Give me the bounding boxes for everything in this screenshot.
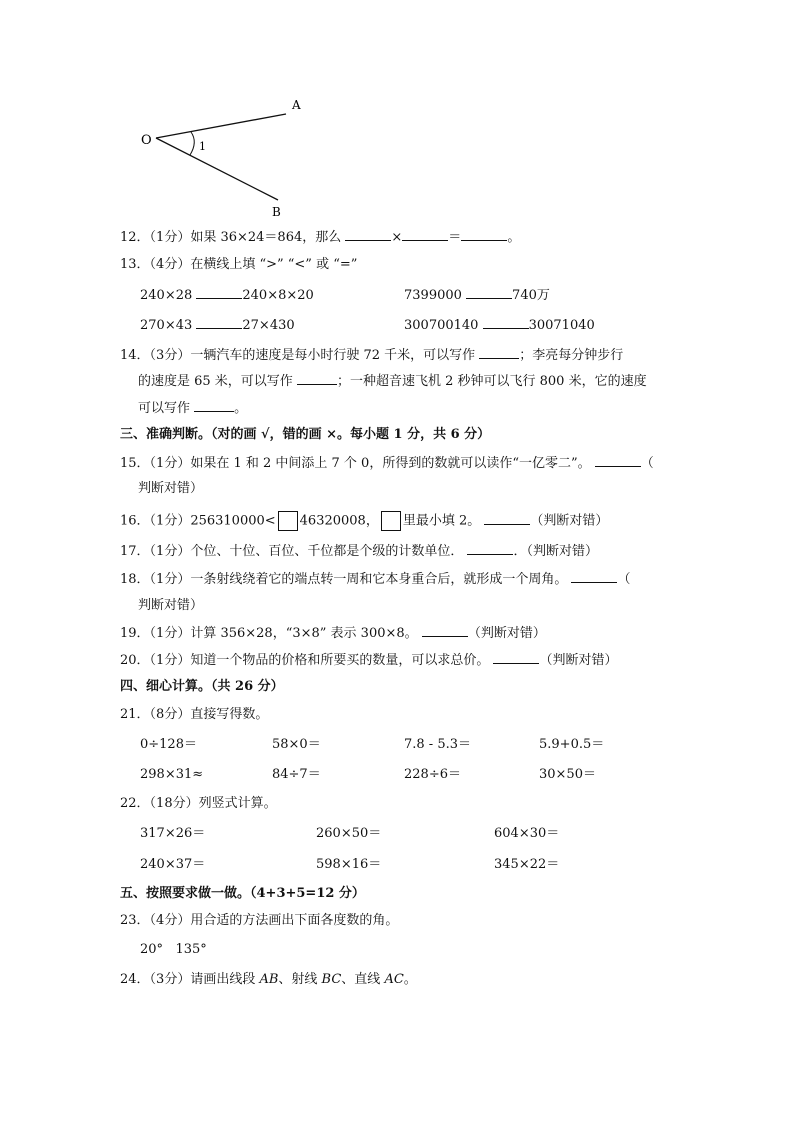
answer-box[interactable] <box>381 511 401 531</box>
calc-item: 30×50＝ <box>539 767 596 782</box>
question-13-row1a: 240×28 240×8×20 <box>140 288 314 303</box>
question-23-angles: 20° 135° <box>140 942 207 957</box>
answer-blank[interactable] <box>466 286 512 299</box>
calc-item: 84÷7＝ <box>272 767 321 782</box>
calc-item: 298×31≈ <box>140 767 204 782</box>
question-15-line1: 15．（1分）如果在 1 和 2 中间添上 7 个 0，所得到的数就可以读作“一亿零二”。 （ <box>120 456 654 471</box>
question-23-title: 23．（4分）用合适的方法画出下面各度数的角。 <box>120 913 399 928</box>
calc-item: 228÷6＝ <box>404 767 461 782</box>
question-21-title: 21．（8分）直接写得数。 <box>120 707 269 722</box>
answer-blank[interactable] <box>595 454 641 467</box>
question-19: 19．（1分）计算 356×28，“3×8” 表示 300×8。 （判断对错） <box>120 626 546 641</box>
label-b: B <box>272 205 281 219</box>
vertical-calc-item: 598×16＝ <box>316 857 382 872</box>
answer-blank[interactable] <box>402 228 448 241</box>
answer-box[interactable] <box>278 511 298 531</box>
question-18-line1: 18．（1分）一条射线绕着它的端点转一周和它本身重合后，就形成一个周角。 （ <box>120 572 631 587</box>
answer-blank[interactable] <box>461 228 507 241</box>
question-15-line2: 判断对错） <box>138 481 204 496</box>
question-17: 17．（1分）个位、十位、百位、千位都是个级的计数单位． ．（判断对错） <box>120 544 598 559</box>
calc-item: 5.9+0.5＝ <box>539 737 605 752</box>
vertical-calc-item: 240×37＝ <box>140 857 206 872</box>
answer-blank[interactable] <box>571 570 617 583</box>
label-angle-1: 1 <box>199 140 206 153</box>
label-a: A <box>292 98 301 112</box>
label-o: O <box>141 133 152 148</box>
angle-arc <box>190 132 194 155</box>
question-14-line3: 可以写作 。 <box>138 401 248 416</box>
ray-ob <box>156 138 278 200</box>
question-20: 20．（1分）知道一个物品的价格和所要买的数量，可以求总价。 （判断对错） <box>120 653 618 668</box>
section-3-heading: 三、准确判断。（对的画 √，错的画 ×。每小题 1 分，共 6 分） <box>120 427 491 442</box>
question-14-line1: 14．（3分）一辆汽车的速度是每小时行驶 72 千米，可以写作 ；李亮每分钟步行 <box>120 348 624 363</box>
question-18-line2: 判断对错） <box>138 598 204 613</box>
question-12: 12．（1分）如果 36×24＝864，那么 × ＝ 。 <box>120 230 521 245</box>
question-16: 16．（1分）256310000< 46320008， 里最小填 2。 （判断对错） <box>120 511 608 531</box>
answer-blank[interactable] <box>467 542 513 555</box>
ray-oa <box>156 114 286 138</box>
question-14-line2: 的速度是 65 米，可以写作 ；一种超音速飞机 2 秒钟可以飞行 800 米，它的速度 <box>138 374 647 389</box>
answer-blank[interactable] <box>483 316 529 329</box>
section-4-heading: 四、细心计算。（共 26 分） <box>120 679 284 694</box>
answer-blank[interactable] <box>196 316 242 329</box>
question-22-title: 22．（18分）列竖式计算。 <box>120 796 277 811</box>
question-13-row1b: 7399000 740万 <box>404 288 550 303</box>
vertical-calc-item: 317×26＝ <box>140 826 206 841</box>
vertical-calc-item: 604×30＝ <box>494 826 560 841</box>
calc-item: 58×0＝ <box>272 737 321 752</box>
answer-blank[interactable] <box>479 346 519 359</box>
answer-blank[interactable] <box>484 512 530 525</box>
answer-blank[interactable] <box>194 399 234 412</box>
question-13-title: 13．（4分）在横线上填 “>” “<” 或 “=” <box>120 257 358 272</box>
section-5-heading: 五、按照要求做一做。（4+3+5=12 分） <box>120 886 365 901</box>
answer-blank[interactable] <box>422 624 468 637</box>
vertical-calc-item: 345×22＝ <box>494 857 560 872</box>
answer-blank[interactable] <box>297 372 337 385</box>
answer-blank[interactable] <box>345 228 391 241</box>
answer-blank[interactable] <box>493 651 539 664</box>
question-13-row2b: 300700140 30071040 <box>404 318 595 333</box>
vertical-calc-item: 260×50＝ <box>316 826 382 841</box>
calc-item: 7.8 - 5.3＝ <box>404 737 472 752</box>
angle-figure <box>136 92 316 224</box>
answer-blank[interactable] <box>196 286 242 299</box>
question-13-row2a: 270×43 27×430 <box>140 318 295 333</box>
calc-item: 0÷128＝ <box>140 737 197 752</box>
question-24: 24．（3分）请画出线段 AB、射线 BC、直线 AC。 <box>120 972 417 987</box>
